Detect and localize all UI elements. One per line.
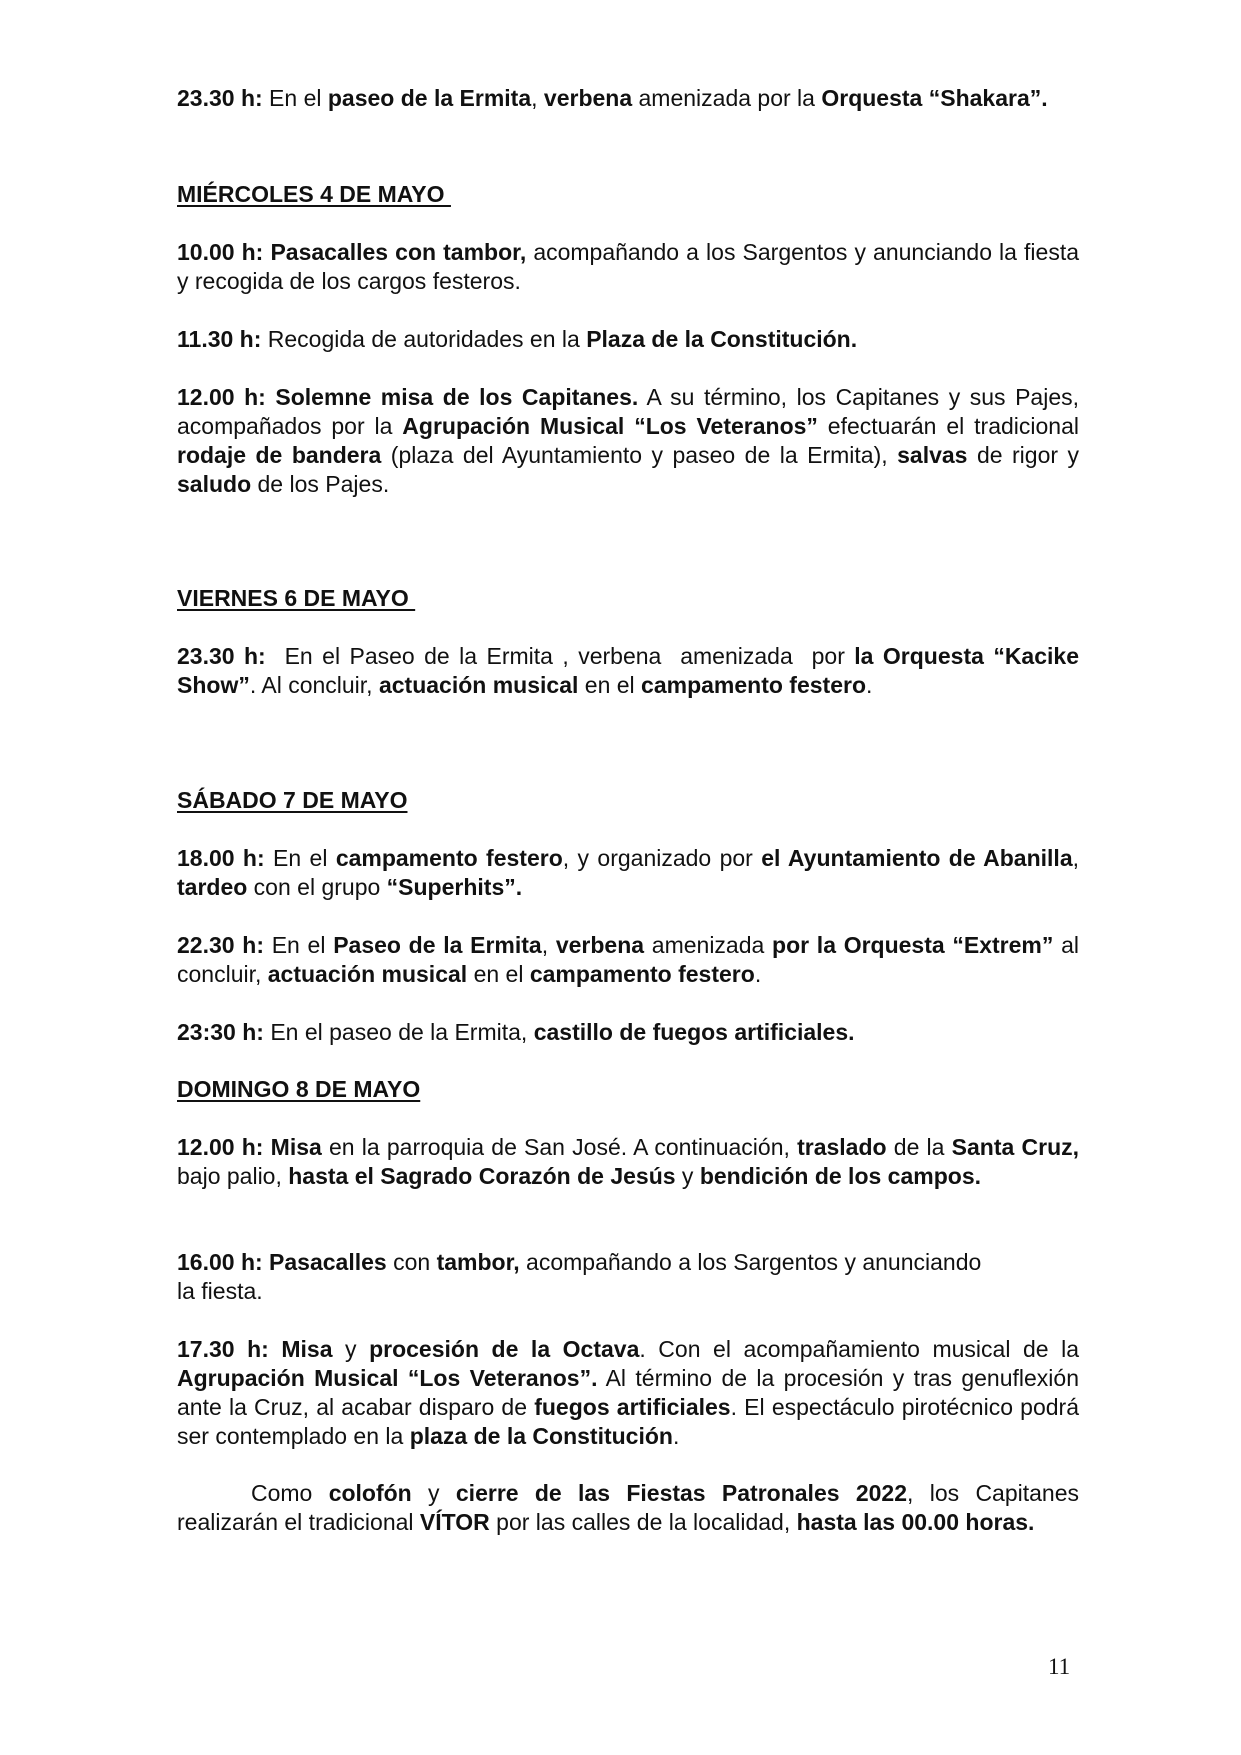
event-text: A su término, los Capitanes y sus Pajes, acompañados por la xyxy=(177,384,1080,439)
event-bold: plaza de la Constitución xyxy=(409,1423,673,1449)
event-text: En el Paseo de la Ermita , verbena amenizada por xyxy=(265,643,855,669)
event-text: de la xyxy=(886,1134,952,1160)
event-bold: actuación musical xyxy=(267,961,468,987)
event-bold: Misa xyxy=(263,1134,322,1160)
event-text: con el grupo xyxy=(247,874,387,900)
closing-bold: cierre de las Fiestas Patronales 2022 xyxy=(455,1480,908,1506)
event-text: (plaza del Ayuntamiento y paseo de la Ermita), xyxy=(381,442,898,468)
event-text: . xyxy=(754,961,762,987)
event-bold: Paseo de la Ermita xyxy=(333,932,542,958)
event-text: . Con el acompañamiento musical de la xyxy=(639,1336,1080,1362)
event-time: 23.30 h: xyxy=(177,85,263,111)
event-text: . xyxy=(672,1423,680,1449)
event-text: acompañando a los Sargentos y anunciando xyxy=(519,1249,982,1275)
event-sun-1730 xyxy=(177,1335,1079,1451)
event-bold: procesión de la Octava xyxy=(369,1336,640,1362)
event-text: Recogida de autoridades en la xyxy=(261,326,587,352)
event-time: 10.00 h: xyxy=(177,239,264,265)
event-bold: la Orquesta “Kacike Show” xyxy=(177,643,1079,698)
event-text: amenizada xyxy=(644,932,773,958)
day-heading-friday: VIERNES 6 DE MAYO xyxy=(177,585,416,611)
event-sun-1600 xyxy=(177,1248,1079,1306)
event-time: 23:30 h: xyxy=(177,1019,264,1045)
closing-bold: VÍTOR xyxy=(419,1509,490,1535)
event-bold: traslado xyxy=(797,1134,887,1160)
event-bold: campamento festero xyxy=(335,845,563,871)
event-bold: campamento festero xyxy=(529,961,755,987)
event-text: En el xyxy=(263,932,334,958)
event-bold: actuación musical xyxy=(378,672,579,698)
event-sun-1200 xyxy=(177,1133,1079,1191)
event-text: En el xyxy=(264,845,336,871)
day-heading-wednesday: MIÉRCOLES 4 DE MAYO xyxy=(177,181,451,207)
event-sat-2230 xyxy=(177,931,1079,989)
event-bold: castillo de fuegos artificiales. xyxy=(533,1019,855,1045)
event-text: , xyxy=(1072,845,1079,871)
event-bold: el Ayuntamiento de Abanilla xyxy=(761,845,1073,871)
event-sat-1800 xyxy=(177,844,1079,902)
event-text: en la parroquia de San José. A continuación, xyxy=(321,1134,798,1160)
event-text: bajo palio, xyxy=(177,1163,289,1189)
closing-text: y xyxy=(411,1480,456,1506)
event-text: amenizada por la xyxy=(632,85,822,111)
event-text: y xyxy=(332,1336,370,1362)
event-text: y xyxy=(675,1163,700,1189)
event-bold: Plaza de la Constitución. xyxy=(586,326,858,352)
event-bold: salvas xyxy=(897,442,968,468)
event-text: En el paseo de la Ermita, xyxy=(263,1019,534,1045)
event-bold: saludo xyxy=(177,471,252,497)
event-text: efectuarán el tradicional xyxy=(817,413,1079,439)
event-time: 18.00 h: xyxy=(177,845,265,871)
event-text: de los Pajes. xyxy=(251,471,390,497)
event-bold: paseo de la Ermita xyxy=(327,85,532,111)
event-text: , xyxy=(531,85,544,111)
event-bold: tambor, xyxy=(436,1249,520,1275)
event-text: . xyxy=(866,672,873,698)
event-time: 12.00 h: xyxy=(177,1134,264,1160)
event-text: . El espectáculo pirotécnico podrá ser contemplado en la xyxy=(177,1394,1080,1449)
day-heading-sunday: DOMINGO 8 DE MAYO xyxy=(177,1076,421,1102)
event-text: de rigor y xyxy=(967,442,1080,468)
closing-text: Como xyxy=(251,1480,329,1506)
event-time: 17.30 h: xyxy=(177,1336,269,1362)
event-text: , y organizado por xyxy=(562,845,762,871)
event-bold: Agrupación Musical “Los Veteranos”. xyxy=(177,1365,598,1391)
event-wed-1200 xyxy=(177,383,1079,499)
event-wed-1130 xyxy=(177,325,1079,354)
event-bold: Orquesta “Shakara”. xyxy=(821,85,1048,111)
page-number: 11 xyxy=(1048,1654,1071,1679)
event-bold: “Superhits”. xyxy=(386,874,523,900)
event-bold: tardeo xyxy=(177,874,248,900)
event-text: con xyxy=(386,1249,437,1275)
event-time: 11.30 h: xyxy=(177,326,262,352)
event-text: al concluir, xyxy=(177,932,1080,987)
event-2330-shakara xyxy=(177,84,1079,113)
event-bold: Pasacalles xyxy=(262,1249,387,1275)
event-bold: campamento festero xyxy=(641,672,867,698)
event-bold: Santa Cruz, xyxy=(951,1134,1080,1160)
event-text: acompañando a los Sargentos y anunciando la fiesta y recogida de los cargos festeros. xyxy=(177,239,1080,294)
event-time: 23.30 h: xyxy=(177,643,266,669)
event-text: la fiesta. xyxy=(177,1278,263,1304)
event-bold: Solemne misa de los Capitanes. xyxy=(265,384,639,410)
closing-bold: hasta las 00.00 horas. xyxy=(796,1509,1035,1535)
event-wed-1000 xyxy=(177,238,1079,296)
event-fri-2330 xyxy=(177,642,1079,700)
event-bold: verbena xyxy=(543,85,633,111)
event-bold: fuegos artificiales xyxy=(534,1394,731,1420)
event-sat-2330 xyxy=(177,1018,1079,1047)
event-time: 12.00 h: xyxy=(177,384,266,410)
event-time: 16.00 h: xyxy=(177,1249,263,1275)
event-bold: Misa xyxy=(268,1336,333,1362)
event-text: En el xyxy=(262,85,328,111)
event-bold: bendición de los campos. xyxy=(699,1163,981,1189)
event-text: en el xyxy=(578,672,642,698)
event-bold: Pasacalles con tambor, xyxy=(263,239,527,265)
event-text: Al término de la procesión y tras genuflexión ante la Cruz, al acabar disparo de xyxy=(177,1365,1080,1420)
closing-text: , los Capitanes realizarán el tradicional xyxy=(177,1480,1080,1535)
closing-bold: colofón xyxy=(328,1480,412,1506)
event-bold: hasta el Sagrado Corazón de Jesús xyxy=(288,1163,676,1189)
event-bold: verbena xyxy=(555,932,645,958)
event-bold: rodaje de bandera xyxy=(177,442,382,468)
event-bold: Agrupación Musical “Los Veteranos” xyxy=(402,413,818,439)
day-heading-saturday: SÁBADO 7 DE MAYO xyxy=(177,787,408,813)
closing-paragraph xyxy=(177,1479,1079,1537)
event-text: . Al concluir, xyxy=(249,672,379,698)
event-text: en el xyxy=(467,961,530,987)
event-text: , xyxy=(541,932,556,958)
event-time: 22.30 h: xyxy=(177,932,264,958)
closing-text: por las calles de la localidad, xyxy=(489,1509,797,1535)
event-bold: por la Orquesta “Extrem” xyxy=(772,932,1054,958)
